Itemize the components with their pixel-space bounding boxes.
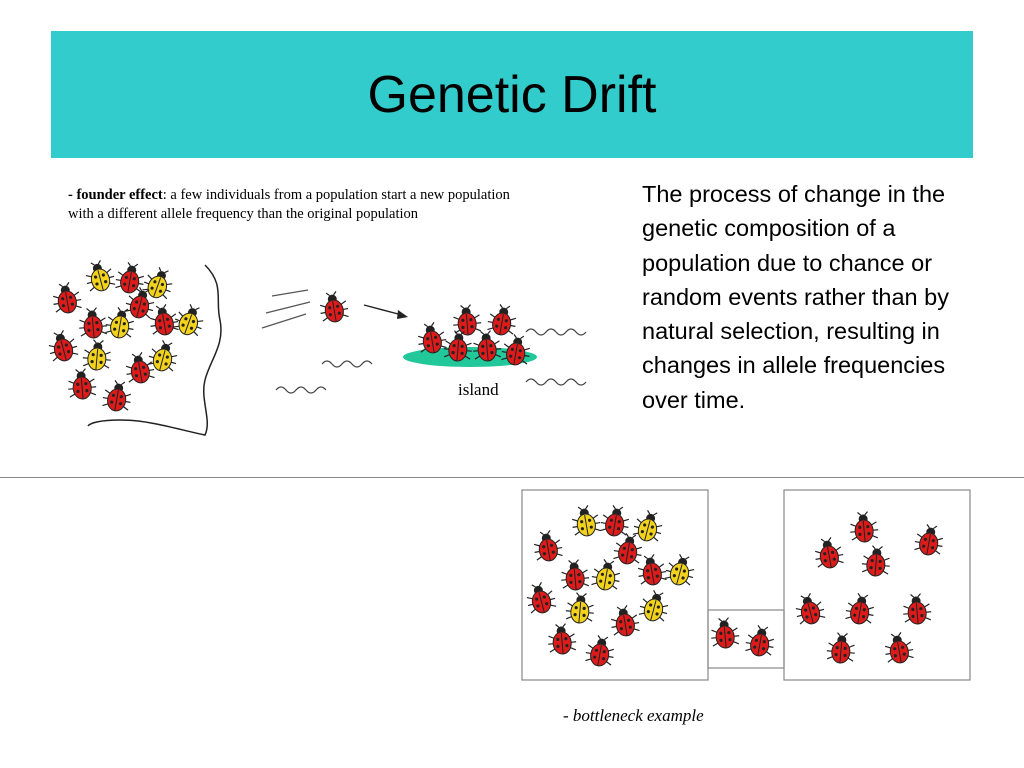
ladybug-red (523, 580, 558, 616)
ladybug-red (608, 604, 641, 638)
bottleneck-survivors (710, 617, 777, 658)
ladybug-yellow (569, 504, 602, 538)
mainland-population (45, 258, 208, 413)
ladybug-yellow (637, 588, 672, 624)
founder-ladybug (317, 290, 350, 324)
ladybug-red (452, 304, 483, 336)
ladybug-yellow (631, 508, 666, 544)
ladybug-yellow (171, 301, 208, 339)
ladybug-yellow (82, 339, 113, 371)
arrow-right-icon (364, 305, 408, 319)
ladybug-red (560, 559, 591, 591)
ladybug-red (635, 553, 668, 587)
founder-effect-term: - founder effect (68, 187, 163, 203)
founder-effect-caption-line2: with a different allele frequency than the original population (68, 206, 419, 222)
ladybug-red (882, 631, 915, 665)
ladybug-red (50, 281, 83, 315)
ladybug-yellow (146, 338, 181, 374)
ladybug-red (710, 617, 741, 649)
ladybug-red (584, 634, 617, 668)
founder-effect-caption-rest: : a few individuals from a population start a new population (162, 187, 510, 203)
ladybug-red (486, 303, 519, 337)
slide-title: Genetic Drift (367, 65, 657, 124)
definition-text: The process of change in the genetic composition of a population due to chance or random events rather than by natural selection, resulting in changes in allele frequencies over time. (642, 181, 949, 413)
ladybug-red (849, 511, 880, 543)
ladybug-red (599, 504, 632, 538)
ladybug-red (547, 623, 578, 655)
ladybug-red (826, 632, 857, 664)
ladybug-red (45, 328, 80, 364)
ladybug-red (67, 368, 98, 400)
ladybug-red (861, 545, 892, 577)
ladybug-red (123, 351, 156, 385)
ladybug-red (913, 523, 946, 557)
ladybug-red (902, 593, 933, 625)
ladybug-red (531, 529, 564, 563)
ladybug-red (101, 379, 134, 413)
island-label: island (458, 380, 499, 399)
bottleneck-caption: - bottleneck example (563, 706, 704, 725)
ladybug-yellow (82, 258, 117, 294)
ladybug-red (744, 624, 777, 658)
ladybug-yellow (663, 552, 698, 588)
ladybug-yellow (565, 592, 596, 624)
new-population-box (784, 490, 970, 680)
ladybug-red (78, 307, 109, 339)
ladybug-red (812, 536, 845, 570)
ladybug-red (792, 591, 827, 627)
ladybug-red (147, 303, 180, 337)
original-population (523, 504, 698, 668)
new-population (792, 511, 946, 665)
ladybug-red (844, 592, 877, 626)
wind-lines-icon (262, 290, 310, 328)
bottleneck-diagram (522, 490, 970, 680)
ladybug-yellow (590, 558, 623, 592)
